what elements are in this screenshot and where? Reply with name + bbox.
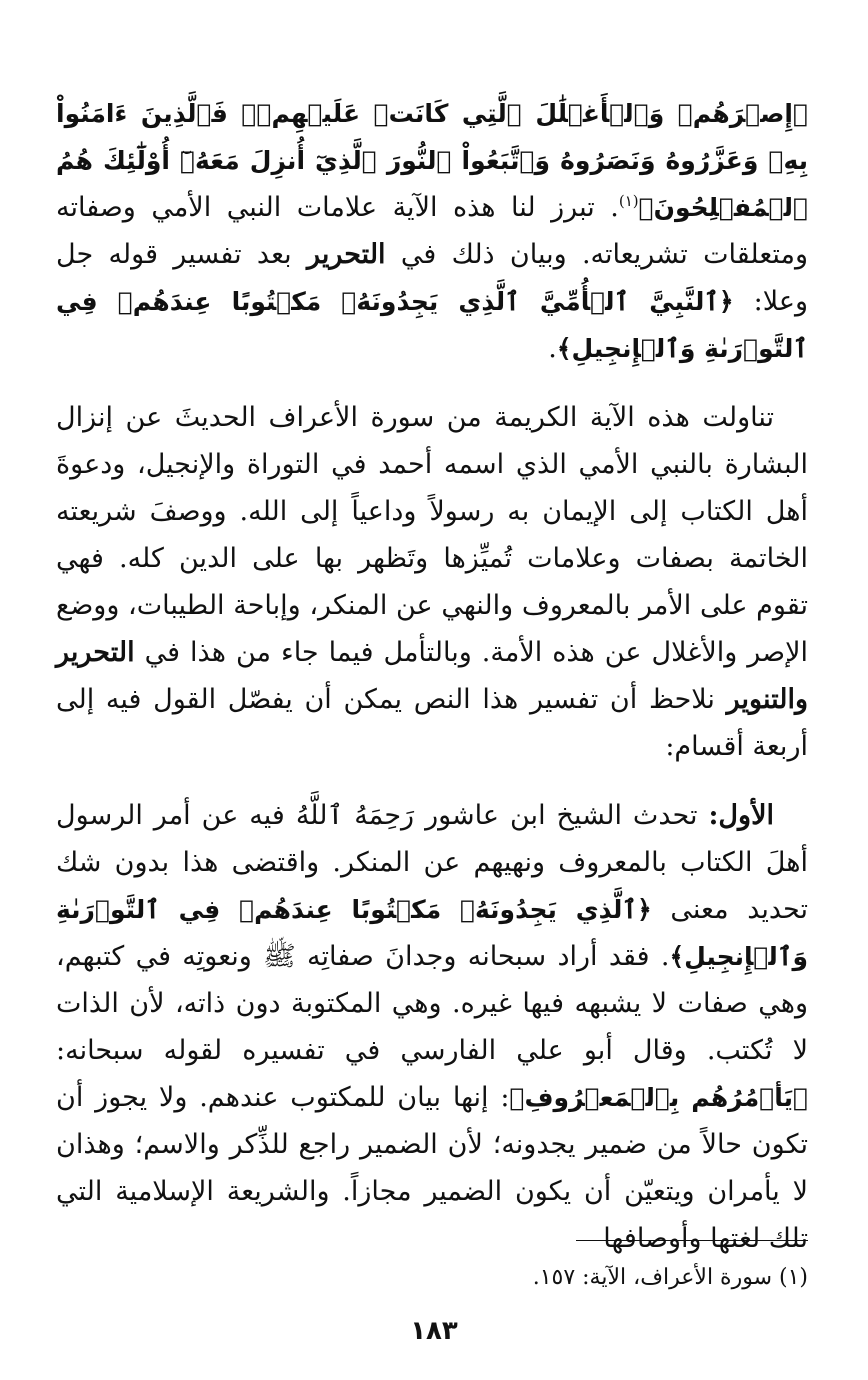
paragraph-2-text-b: نلاحظ أن تفسير هذا النص يمكن أن يفصّل القول فيه إلى أربعة أقسام:	[56, 684, 808, 762]
paragraph-1	[56, 90, 808, 372]
paragraph-3	[56, 792, 808, 1262]
footnote-divider	[576, 1240, 808, 1241]
quran-verse-4: ﴿يَأۡمُرُهُم بِٱلۡمَعۡرُوفِ﴾	[509, 1083, 808, 1112]
paragraph-1-text-b: بعد تفسير قوله جل وعلا:	[56, 239, 808, 317]
paragraph-3-text-c: : إنها بيان للمكتوب عندهم. ولا يجوز أن تكون حالاً من ضمير يجدونه؛ لأن الضمير راجع للذِّكر والاسم؛ وهذان لا يأمران ويتعيّن أن يكون الضمير مجازاً. والشريعة الإسلامية التي تلك لغتها وأوصافها	[56, 1082, 808, 1254]
page-body	[56, 90, 808, 1262]
section-label-first: الأول:	[708, 800, 774, 831]
paragraph-3-text-b: . فقد أراد سبحانه وجدانَ صفاتِه ﷺ ونعوتِه في كتبهم، وهي صفات لا يشبهه فيها غيره. وهي المكتوبة دون ذاته، لأن الذات لا تُكتب. وقال أبو علي الفارسي في تفسيره لقوله سبحانه:	[56, 941, 808, 1066]
book-title-tahrir-tanwir: التحرير والتنوير	[56, 637, 808, 715]
paragraph-1-text-c: .	[548, 333, 557, 364]
book-title-tahrir: التحرير	[306, 239, 386, 270]
footnote-marker: (١)	[618, 192, 639, 210]
page-number: ١٨٣	[410, 1316, 458, 1346]
paragraph-3-text-a: تحدث الشيخ ابن عاشور رَحِمَهُ ٱللَّهُ فيه عن أمر الرسول أهلَ الكتاب بالمعروف ونهيهم عن المنكر. واقتضى هذا بدون شك تحديد معنى	[56, 800, 808, 925]
paragraph-2	[56, 394, 808, 770]
quran-verse-3: ﴿ٱلَّذِي يَجِدُونَهُۥ مَكۡتُوبًا عِندَهُمۡ فِي ٱلتَّوۡرَىٰةِ وَٱلۡإِنجِيلِ﴾	[56, 895, 808, 971]
quran-verse-2: ﴿ٱلنَّبِيَّ ٱلۡأُمِّيَّ ٱلَّذِي يَجِدُونَهُۥ مَكۡتُوبًا عِندَهُمۡ فِي ٱلتَّوۡرَىٰةِ وَٱلۡإِنجِيلِ﴾	[56, 287, 808, 363]
paragraph-1-text-a: . تبرز لنا هذه الآية علامات النبي الأمي وصفاته ومتعلقات تشريعاته. وبيان ذلك في	[56, 192, 809, 270]
footnote: (١) سورة الأعراف، الآية: ١٥٧.	[532, 1265, 808, 1290]
paragraph-2-text-a: تناولت هذه الآية الكريمة من سورة الأعراف الحديثَ عن إنزال البشارة بالنبي الأمي الذي اسمه أحمد في التوراة والإنجيل، ودعوةَ أهل الكتاب إلى الإيمان به رسولاً وداعياً إلى الله. ووصفَ شريعته الخاتمة بصفات وعلامات تُميِّزها وتَظهر بها على الدين كله. فهي تقوم على الأمر بالمعروف والنهي عن المنكر، وإباحة الطيبات، ووضع الإصر والأغلال عن هذه الأمة. وبالتأمل فيما جاء من هذا في	[56, 402, 808, 668]
quran-verse: ﴿إِصۡرَهُمۡ وَٱلۡأَغۡلَٰلَ ٱلَّتِي كَانَتۡ عَلَيۡهِمۡۚ فَٱلَّذِينَ ءَامَنُواْ بِهِۦ وَعَزَّرُوهُ وَنَصَرُوهُ وَٱتَّبَعُواْ ٱلنُّورَ ٱلَّذِيٓ أُنزِلَ مَعَهُۥٓ أُوْلَٰٓئِكَ هُمُ ٱلۡمُفۡلِحُونَ﴾	[56, 99, 808, 222]
